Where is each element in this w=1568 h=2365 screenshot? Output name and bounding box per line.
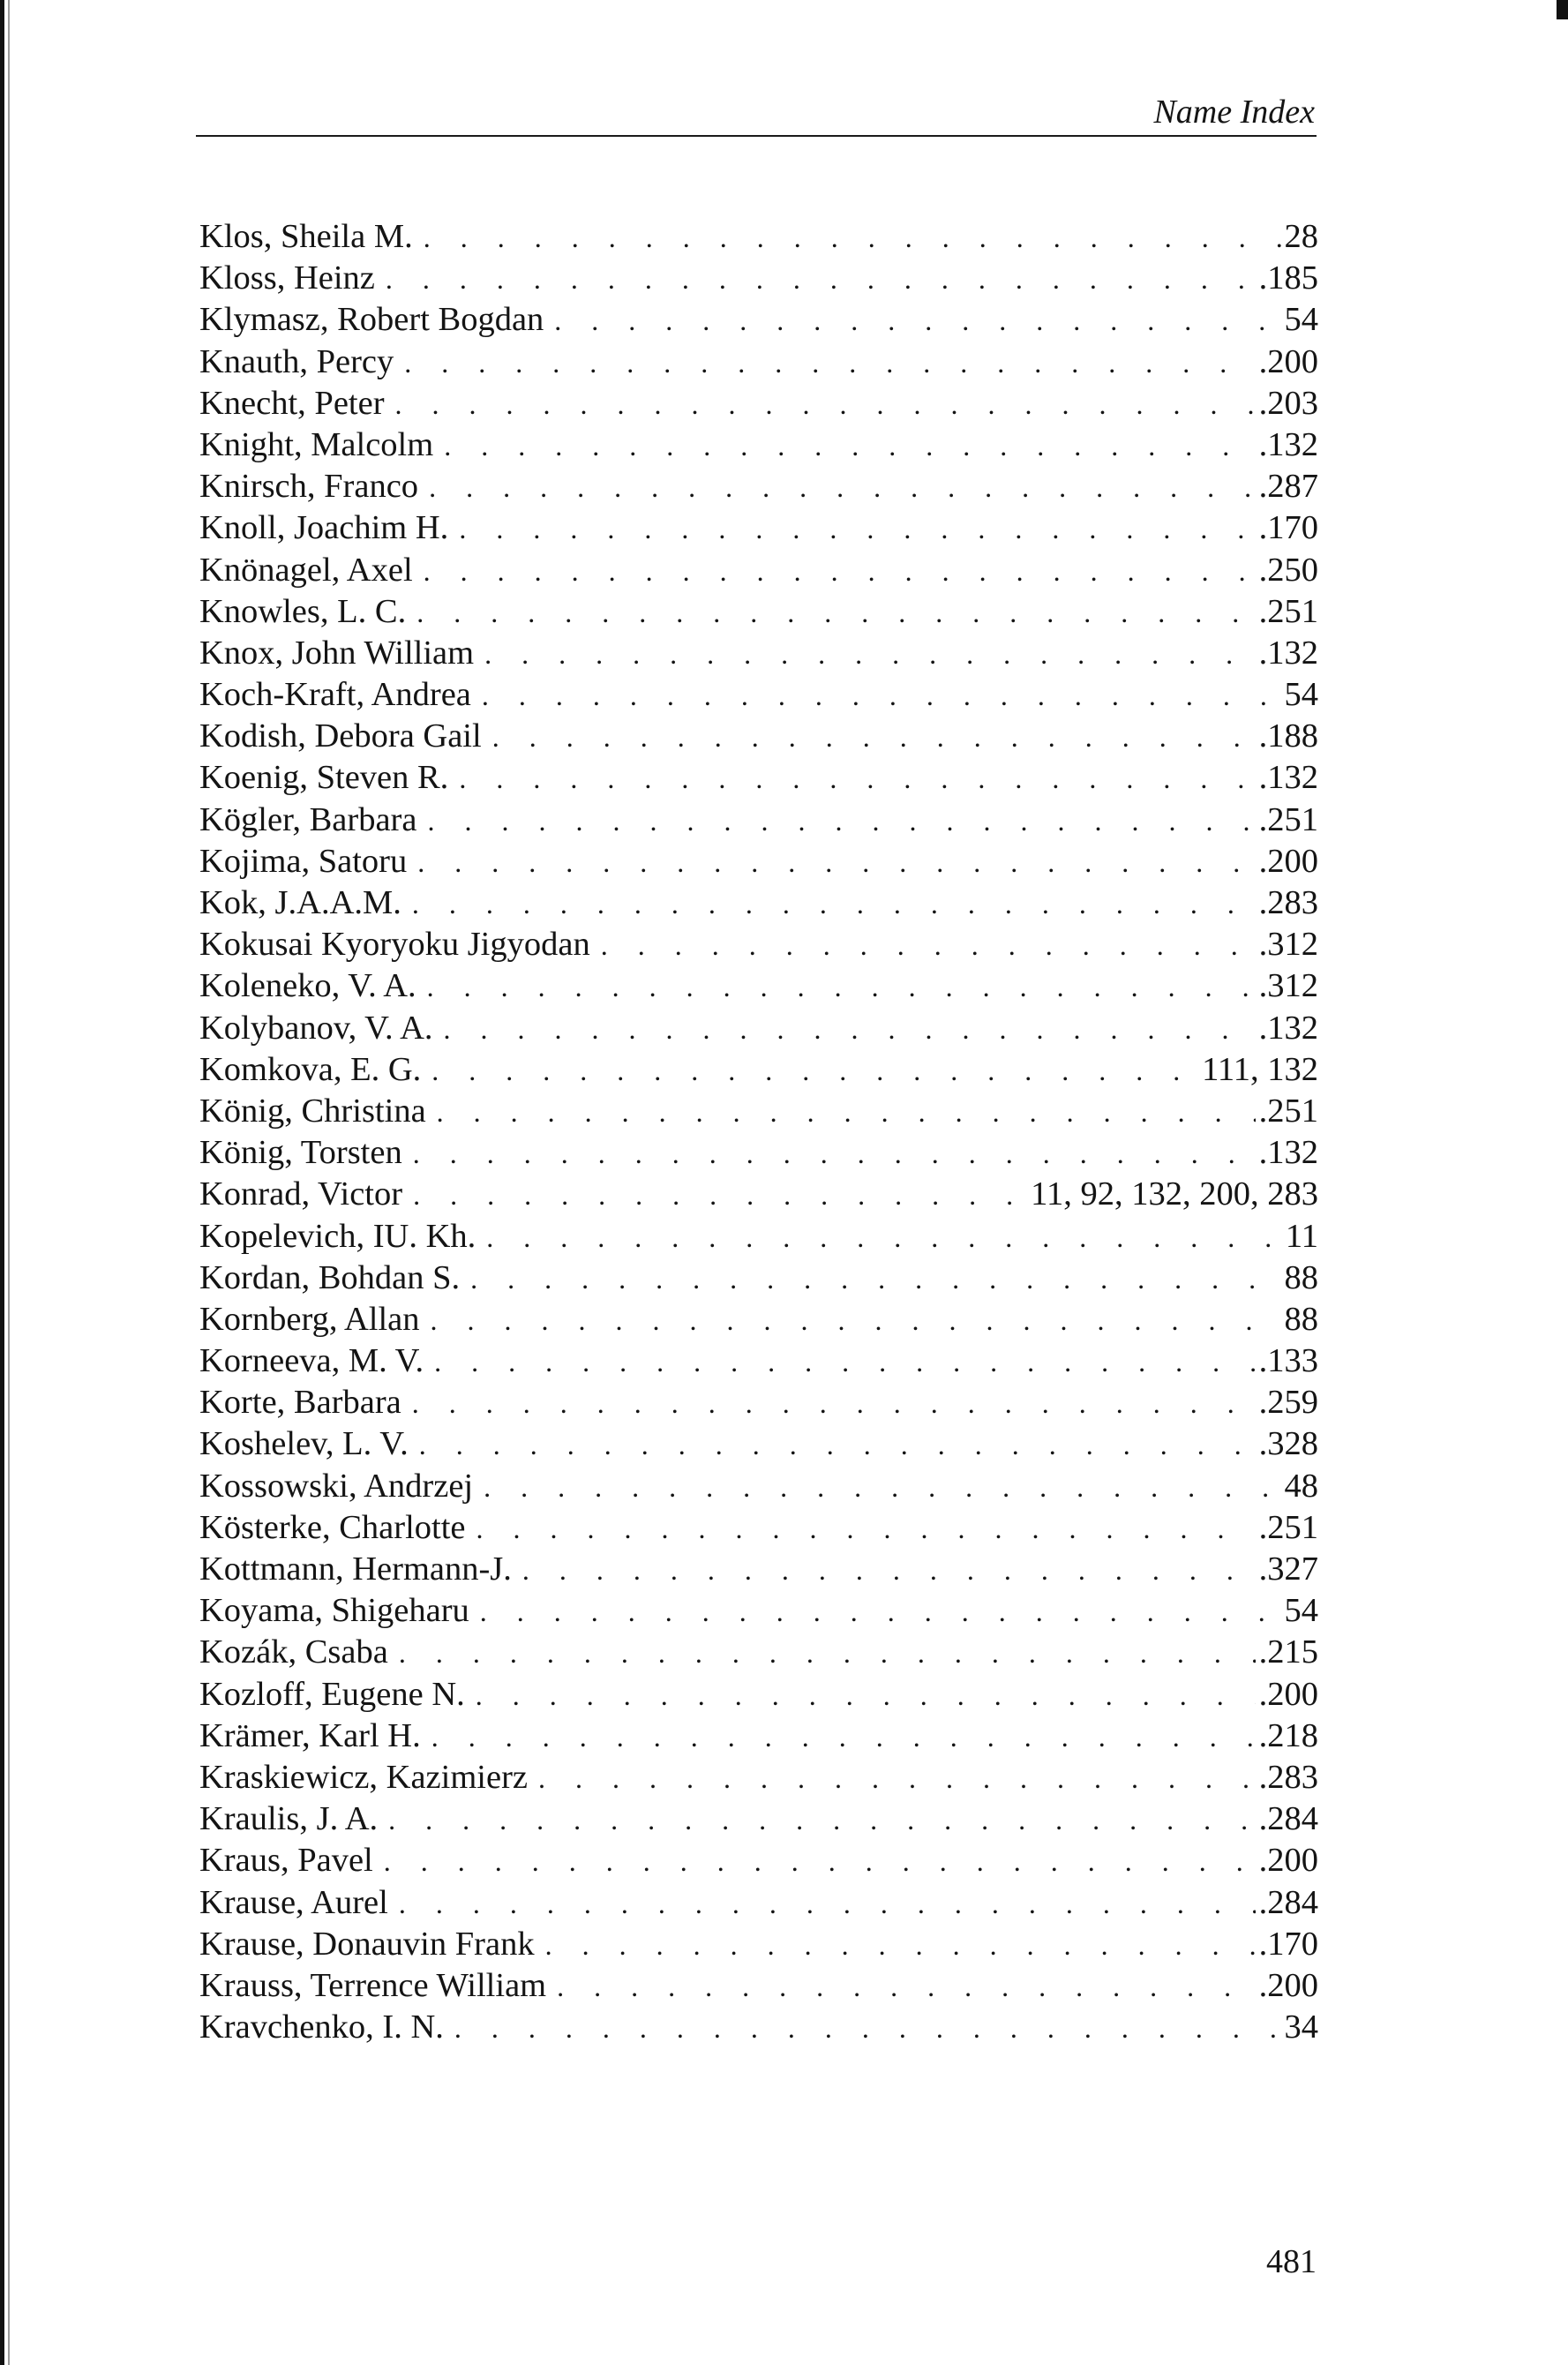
index-entry [199,1258,1318,1299]
index-entry [199,1590,1318,1632]
entry-pages: .218 [1258,1716,1318,1754]
dot-leader [431,1050,1198,1091]
dot-leader [417,842,1255,882]
entry-pages: .312 [1258,926,1318,964]
entry-pages: .203 [1258,384,1318,422]
entry-pages: .215 [1258,1633,1318,1671]
dot-leader [454,2008,1281,2048]
entry-name: Korneeva, M. V. [199,1342,424,1380]
entry-name: Kodish, Debora Gail [199,717,482,755]
dot-leader [399,1633,1256,1673]
entry-name: Krause, Aurel [199,1883,388,1921]
dot-leader [459,508,1255,549]
entry-pages: 54 [1284,676,1318,714]
index-entry [199,1716,1318,1757]
index-entry [199,882,1318,924]
index-entry [199,633,1318,674]
dot-leader [522,1550,1256,1590]
entry-name: Kordan, Bohdan S. [199,1258,461,1296]
entry-name: Kozloff, Eugene N. [199,1675,465,1713]
entry-pages: .283 [1258,1758,1318,1796]
entry-name: Kraulis, J. A. [199,1800,379,1838]
dot-leader [545,1925,1256,1965]
entry-pages: .188 [1258,717,1318,755]
index-entry [199,1174,1318,1215]
dot-leader [395,384,1256,424]
entry-pages: 11, 92, 132, 200, 283 [1031,1175,1318,1213]
dot-leader [444,1009,1256,1049]
entry-pages: .132 [1258,759,1318,797]
entry-pages: 88 [1284,1258,1318,1296]
entry-name: Knoll, Joachim H. [199,509,449,547]
index-entry [199,800,1318,841]
dot-leader [434,1341,1255,1382]
entry-name: Kösterke, Charlotte [199,1508,466,1546]
dot-leader [557,1966,1256,2007]
entry-pages: .200 [1258,1966,1318,2004]
entry-pages: .287 [1258,468,1318,506]
entry-name: Kögler, Barbara [199,800,417,838]
dot-leader [437,1092,1256,1132]
dot-leader [484,634,1256,674]
entry-pages: 11 [1285,1217,1318,1255]
dot-leader [388,1799,1256,1840]
index-entry [199,1882,1318,1924]
entry-pages: 111, 132 [1202,1050,1318,1088]
entry-pages: .328 [1258,1425,1318,1463]
index-entry [199,424,1318,466]
entry-pages: .250 [1258,551,1318,589]
entry-name: Knönagel, Axel [199,551,413,589]
dot-leader [492,717,1256,757]
entry-pages: .132 [1258,1009,1318,1047]
index-entry [199,507,1318,549]
dot-leader [412,1383,1256,1423]
entry-name: Kopelevich, IU. Kh. [199,1217,476,1255]
index-entry [199,1798,1318,1840]
entry-name: Knauth, Percy [199,342,394,380]
entry-name: Knight, Malcolm [199,425,434,463]
entry-pages: .200 [1258,842,1318,880]
page-edge-line [8,0,10,2365]
entry-name: Krause, Donauvin Frank [199,1925,535,1963]
entry-name: Klos, Sheila M. [199,218,413,255]
page-edge-shadow [0,0,4,2365]
entry-pages: 54 [1284,1592,1318,1630]
entry-pages: .284 [1258,1883,1318,1921]
dot-leader [554,300,1280,341]
entry-name: Korte, Barbara [199,1384,401,1422]
index-entry [199,924,1318,965]
entry-name: Kraus, Pavel [199,1842,373,1880]
running-head: Name Index [1153,94,1315,131]
dot-leader [384,1841,1256,1881]
dot-leader [444,425,1255,466]
index-entry [199,841,1318,882]
entry-pages: .251 [1258,1092,1318,1130]
entry-name: Kornberg, Allan [199,1300,420,1338]
entry-pages: .251 [1258,800,1318,838]
entry-pages: 88 [1284,1300,1318,1338]
entry-pages: .200 [1258,342,1318,380]
dot-leader [427,800,1255,841]
dot-leader [431,1716,1256,1757]
dot-leader [399,1883,1256,1924]
entry-pages: 48 [1284,1467,1318,1505]
index-entry [199,216,1318,258]
index-entry [199,965,1318,1007]
index-entry [199,757,1318,799]
entry-name: Kolybanov, V. A. [199,1009,433,1047]
entry-name: Kok, J.A.A.M. [199,884,401,921]
index-entry [199,1049,1318,1091]
index-entry [199,1132,1318,1174]
index-entry [199,1632,1318,1673]
dot-leader [424,217,1281,258]
dot-leader [424,551,1256,591]
dot-leader [413,1175,1027,1215]
entry-name: König, Christina [199,1092,426,1130]
entry-name: Klymasz, Robert Bogdan [199,301,544,339]
index-entry [199,1299,1318,1340]
header-rule [196,135,1317,137]
dot-leader [429,467,1256,507]
entry-pages: .133 [1258,1342,1318,1380]
index-entry [199,1466,1318,1507]
dot-leader [538,1758,1256,1798]
entry-name: Kokusai Kyoryoku Jigyodan [199,926,590,964]
index-entry [199,1840,1318,1881]
index-entry [199,1382,1318,1423]
entry-pages: .312 [1258,967,1318,1005]
index-entry [199,1924,1318,1965]
entry-pages: .200 [1258,1675,1318,1713]
index-entry [199,342,1318,383]
page-number: 481 [1266,2243,1317,2280]
dot-leader [416,592,1255,633]
entry-name: Knecht, Peter [199,384,385,422]
entry-pages: .132 [1258,425,1318,463]
dot-leader [601,925,1256,965]
entry-name: Knox, John William [199,634,475,672]
entry-name: Knowles, L. C. [199,592,407,630]
scan-corner-mark [1557,0,1568,19]
entry-pages: 54 [1284,301,1318,339]
entry-name: Krauss, Terrence William [199,1966,547,2004]
dot-leader [470,1258,1280,1299]
dot-leader [484,1467,1280,1507]
index-entry [199,1507,1318,1549]
dot-leader [404,342,1255,383]
dot-leader [386,259,1256,299]
entry-pages: .200 [1258,1842,1318,1880]
entry-name: Knirsch, Franco [199,468,419,506]
entry-name: Kloss, Heinz [199,259,375,297]
entry-pages: .132 [1258,634,1318,672]
index-entry [199,466,1318,507]
entry-pages: .259 [1258,1384,1318,1422]
index-entry [199,1549,1318,1590]
entry-name: Koch-Kraft, Andrea [199,676,471,714]
entry-name: Kottmann, Hermann-J. [199,1550,512,1588]
entry-pages: .284 [1258,1800,1318,1838]
dot-leader [427,966,1256,1007]
dot-leader [480,1591,1281,1632]
dot-leader [412,883,1256,924]
entry-name: Kraskiewicz, Kazimierz [199,1758,528,1796]
entry-pages: 28 [1284,218,1318,255]
index-entry [199,1965,1318,2007]
index-entry [199,299,1318,341]
index-entry [199,674,1318,716]
entry-pages: .170 [1258,509,1318,547]
dot-leader [476,1675,1256,1716]
index-entry [199,1091,1318,1132]
entry-pages: .283 [1258,884,1318,921]
entry-name: Kravchenko, I. N. [199,2008,444,2046]
entry-name: Kozák, Csaba [199,1633,388,1671]
index-entry [199,550,1318,591]
entry-pages: .327 [1258,1550,1318,1588]
index-entry [199,591,1318,633]
index-entry [199,1216,1318,1258]
entry-name: Konrad, Victor [199,1175,403,1213]
index-entry [199,1757,1318,1798]
dot-leader [459,758,1255,799]
entry-pages: .185 [1258,259,1318,297]
dot-leader [413,1133,1256,1174]
entry-name: Koenig, Steven R. [199,759,449,797]
entry-name: Kojima, Satoru [199,842,408,880]
entry-pages: .251 [1258,592,1318,630]
index-entry [199,383,1318,424]
entry-name: König, Torsten [199,1134,402,1172]
index-entry [199,2007,1318,2048]
entry-name: Kossowski, Andrzej [199,1467,474,1505]
entry-name: Krämer, Karl H. [199,1716,421,1754]
entry-name: Koleneko, V. A. [199,967,416,1005]
entry-pages: .132 [1258,1134,1318,1172]
entry-pages: .170 [1258,1925,1318,1963]
dot-leader [431,1300,1281,1340]
index-entry [199,1423,1318,1465]
index-entry [199,1008,1318,1049]
index-entry [199,1674,1318,1716]
entry-name: Komkova, E. G. [199,1050,422,1088]
dot-leader [419,1424,1256,1465]
dot-leader [482,675,1281,716]
index-entry [199,258,1318,299]
index-entry [199,716,1318,757]
entry-name: Koyama, Shigeharu [199,1592,469,1630]
name-index-list [199,216,1318,2048]
dot-leader [486,1217,1282,1258]
index-entry [199,1340,1318,1382]
dot-leader [476,1508,1256,1549]
entry-pages: 34 [1284,2008,1318,2046]
entry-pages: .251 [1258,1508,1318,1546]
entry-name: Koshelev, L. V. [199,1425,409,1463]
